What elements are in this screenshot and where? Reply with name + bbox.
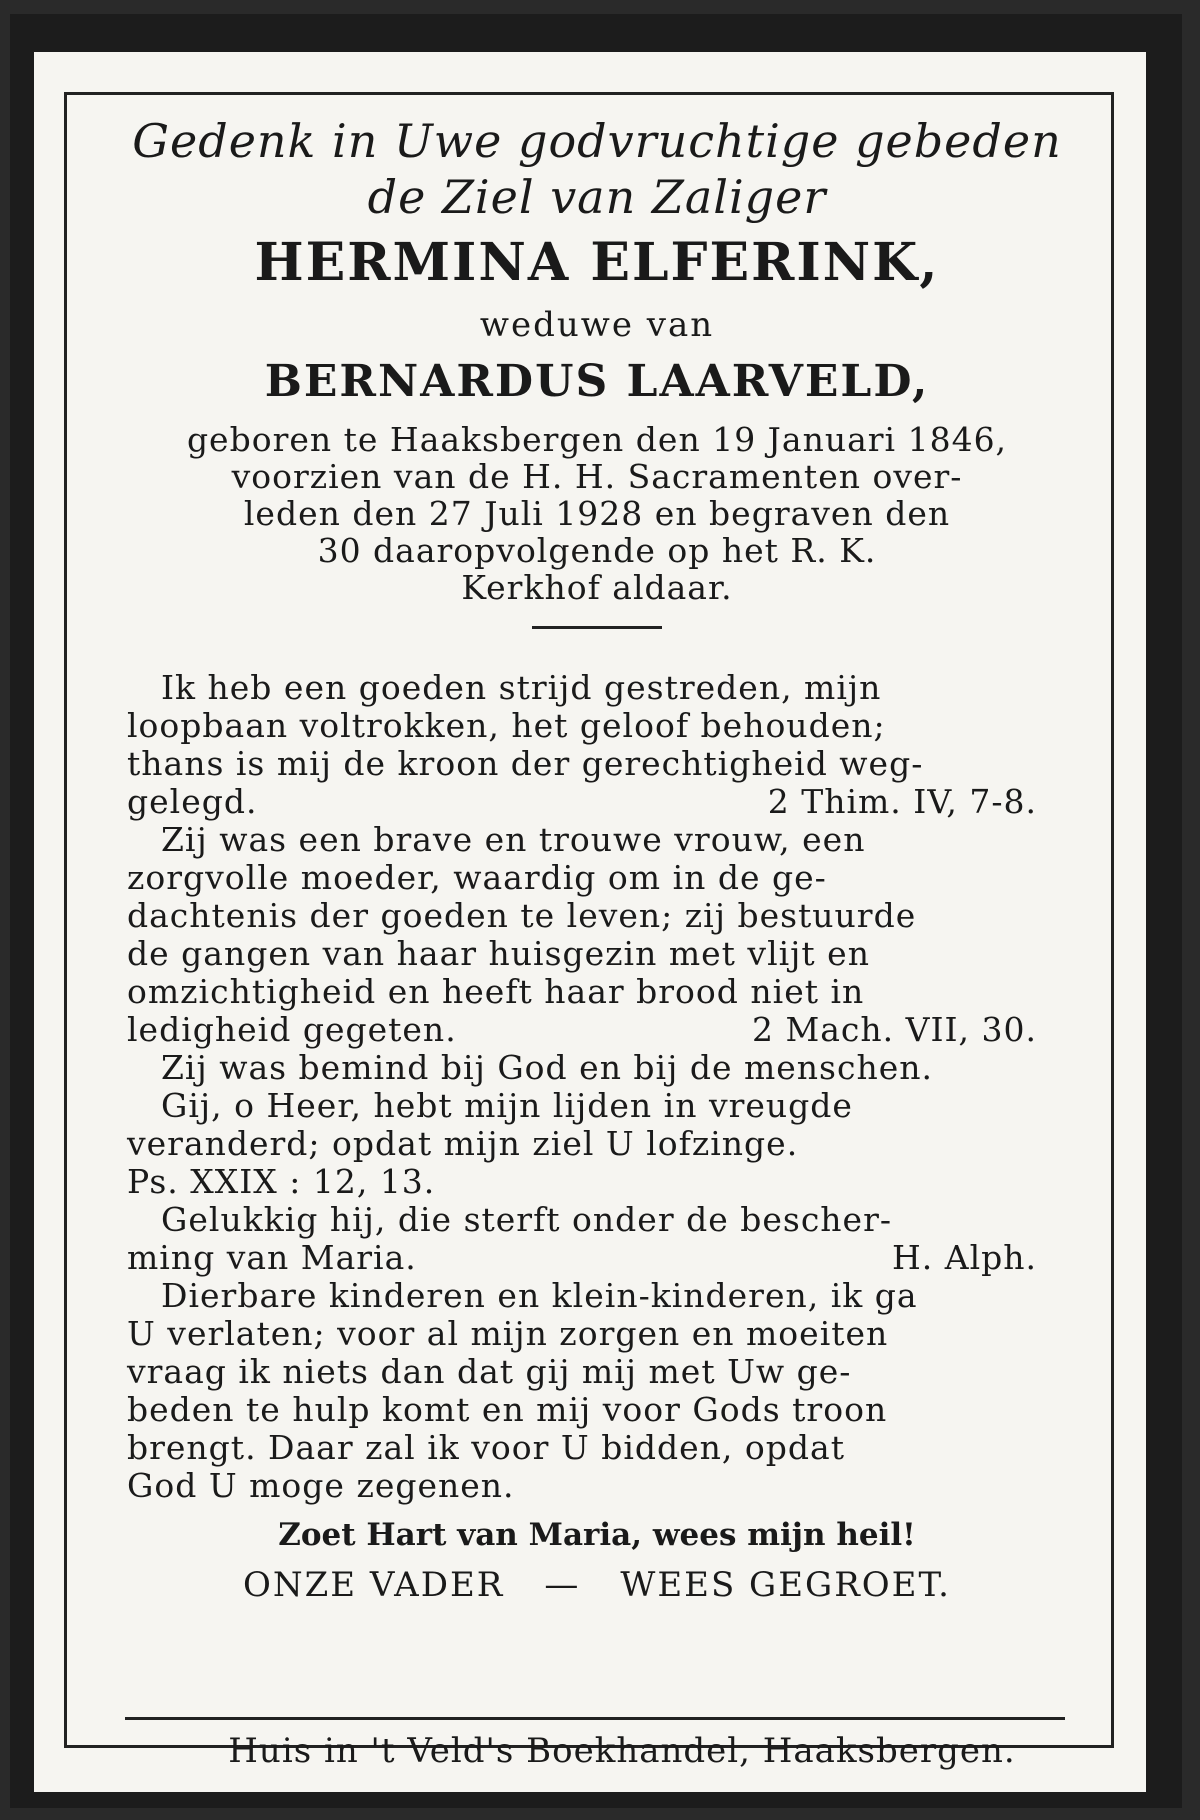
memorial-card	[10, 14, 1182, 1808]
verse-line: Zij was een brave en trouwe vrouw, een	[161, 820, 866, 859]
header-line-2: de Ziel van Zaliger	[367, 170, 827, 224]
verse-line: ledigheid gegeten.	[127, 1010, 457, 1049]
birth-death-notice	[127, 421, 1067, 606]
verse-line: Dierbare kinderen en klein-kinderen, ik ga	[161, 1276, 918, 1315]
verse-2	[127, 821, 1067, 1011]
bible-reference: 2 Thim. IV, 7-8.	[767, 782, 1037, 821]
prayers	[127, 1559, 1067, 1611]
header-line-1: Gedenk in Uwe godvruchtige gebeden	[132, 114, 1062, 168]
card-paper	[34, 52, 1146, 1792]
verse-line: gelegd.	[127, 782, 258, 821]
footer-divider	[125, 1717, 1065, 1720]
publisher-line: Huis in 't Veld's Boekhandel, Haaksbergen.	[228, 1731, 1016, 1771]
verse-line: zorgvolle moeder, waardig om in de ge-	[127, 858, 827, 897]
notice-line: 30 daaropvolgende op het R. K.	[317, 531, 877, 570]
prayer-hail-mary: WEES GEGROET.	[620, 1565, 951, 1605]
notice-line: Kerkhof aldaar.	[461, 568, 733, 607]
deceased-name: HERMINA ELFERINK,	[254, 232, 940, 293]
verse-1-end	[127, 783, 1067, 821]
verse-line: loopbaan voltrokken, het geloof behouden;	[127, 706, 886, 745]
prayer-dash: —	[544, 1565, 581, 1605]
relation-text: weduwe van	[479, 305, 715, 345]
verse-6	[127, 1277, 1067, 1505]
section-divider	[532, 626, 662, 629]
verse-line: vraag ik niets dan dat gij mij met Uw ge-	[127, 1352, 852, 1391]
saint-reference: H. Alph.	[891, 1238, 1037, 1277]
verse-1	[127, 669, 1067, 783]
card-frame	[64, 92, 1114, 1771]
motto: Zoet Hart van Maria, wees mijn heil!	[278, 1517, 916, 1553]
verse-line: brengt. Daar zal ik voor U bidden, opdat	[127, 1428, 845, 1467]
notice-line: leden den 27 Juli 1928 en begraven den	[243, 494, 951, 533]
verse-line: Gij, o Heer, hebt mijn lijden in vreugde	[161, 1086, 853, 1125]
verse-line: Ik heb een goeden strijd gestreden, mijn	[161, 668, 882, 707]
verse-line: dachtenis der goeden te leven; zij bestuurde	[127, 896, 917, 935]
notice-line: geboren te Haaksbergen den 19 Januari 1846,	[186, 420, 1008, 459]
verse-5-end	[127, 1239, 1067, 1277]
verse-line: veranderd; opdat mijn ziel U lofzinge.	[127, 1124, 799, 1163]
prayer-our-father: ONZE VADER	[243, 1565, 505, 1605]
verse-line: thans is mij de kroon der gerechtigheid weg-	[127, 744, 924, 783]
verse-4	[127, 1087, 1067, 1163]
verse-line: U verlaten; voor al mijn zorgen en moeiten	[127, 1314, 889, 1353]
bible-reference: 2 Mach. VII, 30.	[751, 1010, 1037, 1049]
card-content	[127, 105, 1067, 1611]
bible-reference: Ps. XXIX : 12, 13.	[127, 1162, 436, 1201]
verse-2-end	[127, 1011, 1067, 1049]
spouse-name: BERNARDUS LAARVELD,	[264, 356, 930, 407]
verse-5: Gelukkig hij, die sterft onder de bescher-	[161, 1200, 893, 1239]
verse-line: ming van Maria.	[127, 1238, 417, 1277]
verse-line: beden te hulp komt en mij voor Gods troon	[127, 1390, 888, 1429]
verse-line: omzichtigheid en heeft haar brood niet in	[127, 972, 865, 1011]
notice-line: voorzien van de H. H. Sacramenten over-	[231, 457, 963, 496]
verse-line: de gangen van haar huisgezin met vlijt en	[127, 934, 870, 973]
verse-line: God U moge zegenen.	[127, 1466, 515, 1505]
verse-3: Zij was bemind bij God en bij de menschen.	[161, 1048, 933, 1087]
